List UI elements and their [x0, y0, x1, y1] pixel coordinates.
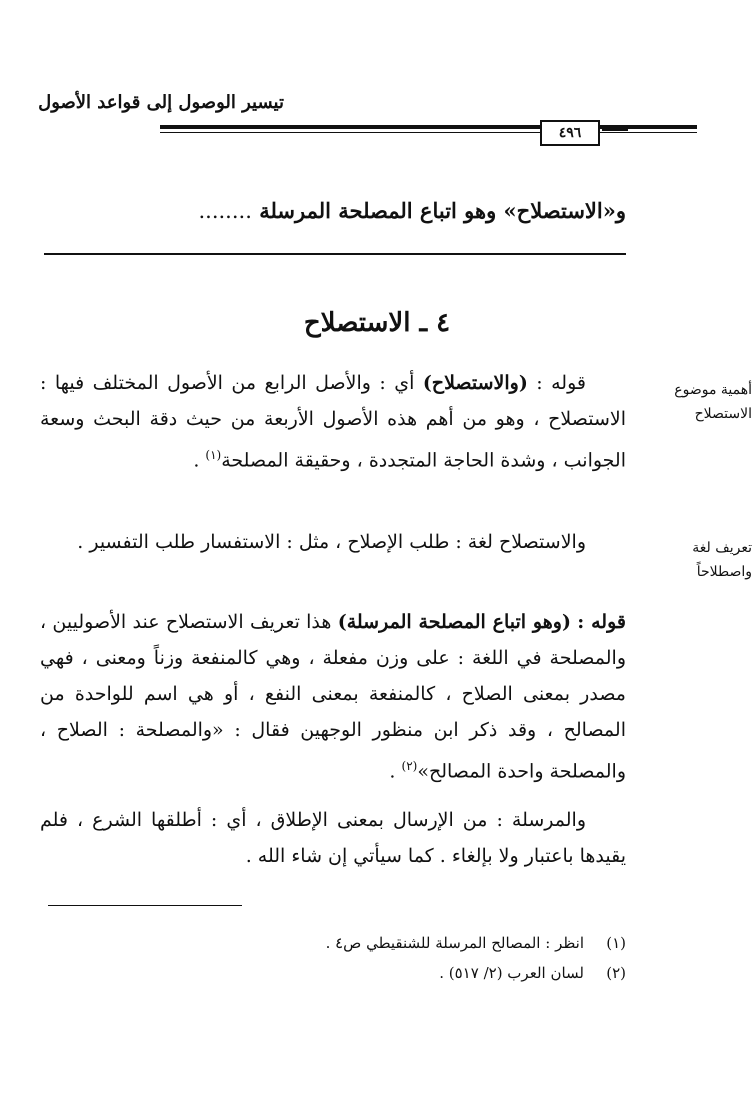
p1-term: (والاستصلاح)	[422, 372, 528, 394]
p3-term: (وهو اتباع المصلحة المرسلة)	[337, 611, 571, 633]
section-banner	[50, 198, 626, 223]
running-title: تيسير الوصول إلى قواعد الأصول	[38, 92, 284, 113]
header-rule-thin	[160, 132, 697, 133]
footnote-2-number: (٢)	[606, 964, 626, 982]
footnote-1-text: انظر : المصالح المرسلة للشنقيطي ص٤ .	[325, 934, 584, 952]
margin-note-definition: تعريف لغة واصطلاحاً	[692, 540, 752, 580]
p3-lead: قوله :	[577, 611, 626, 633]
p2-text: والاستصلاح لغة : طلب الإصلاح ، مثل : الاستفسار طلب التفسير .	[77, 531, 586, 553]
footnote-1-number: (١)	[606, 934, 626, 952]
p4-text: والمرسلة : من الإرسال بمعنى الإطلاق ، أي : أطلقها الشرع ، فلم يقيدها باعتبار ولا بإلغاء . كما سيأتي إن شاء الله .	[40, 809, 626, 867]
footnote-ref-1: (١)	[205, 448, 222, 462]
page-number: ٤٩٦	[540, 120, 600, 146]
banner-dots: ........	[198, 199, 252, 223]
footnote-rule	[48, 905, 242, 906]
page-number-ornament	[602, 127, 628, 131]
footnote-2-text: لسان العرب (٢/ ٥١٧) .	[439, 964, 584, 982]
p1-end: .	[193, 449, 206, 472]
footnote-1	[40, 928, 626, 958]
p1-lead: قوله :	[536, 372, 586, 394]
p3-end: .	[389, 760, 402, 783]
paragraph-1	[40, 365, 626, 478]
footnote-2	[40, 958, 626, 988]
p3-text: هذا تعريف الاستصلاح عند الأصوليين ، والمصلحة في اللغة : على وزن مفعلة ، وهي كالمنفعة وزناً ومعنى ، فهي مصدر بمعنى الصلاح ، كالمنفعة بمعنى النفع ، أو هي اسم للواحدة من المصالح ، وقد ذكر ابن منظور الوجهين فقال : «والمصلحة : الصلاح ، والمصلحة واحدة المصالح»	[40, 611, 626, 783]
paragraph-2	[40, 524, 626, 560]
banner-rule	[44, 253, 626, 255]
margin-note-importance: أهمية موضوع الاستصلاح	[674, 382, 752, 422]
paragraph-3	[40, 604, 626, 789]
footnote-ref-2: (٢)	[401, 759, 418, 773]
p1-text: أي : والأصل الرابع من الأصول المختلف فيها : الاستصلاح ، وهو من أهم هذه الأصول الأربعة من حيث دقة البحث وسعة الجوانب ، وشدة الحاجة المتجددة ، وحقيقة المصلحة	[40, 372, 626, 472]
footnotes	[40, 928, 626, 988]
section-heading: ٤ ـ الاستصلاح	[303, 308, 451, 338]
paragraph-4	[40, 802, 626, 874]
banner-text: و«الاستصلاح» وهو اتباع المصلحة المرسلة	[259, 198, 626, 223]
